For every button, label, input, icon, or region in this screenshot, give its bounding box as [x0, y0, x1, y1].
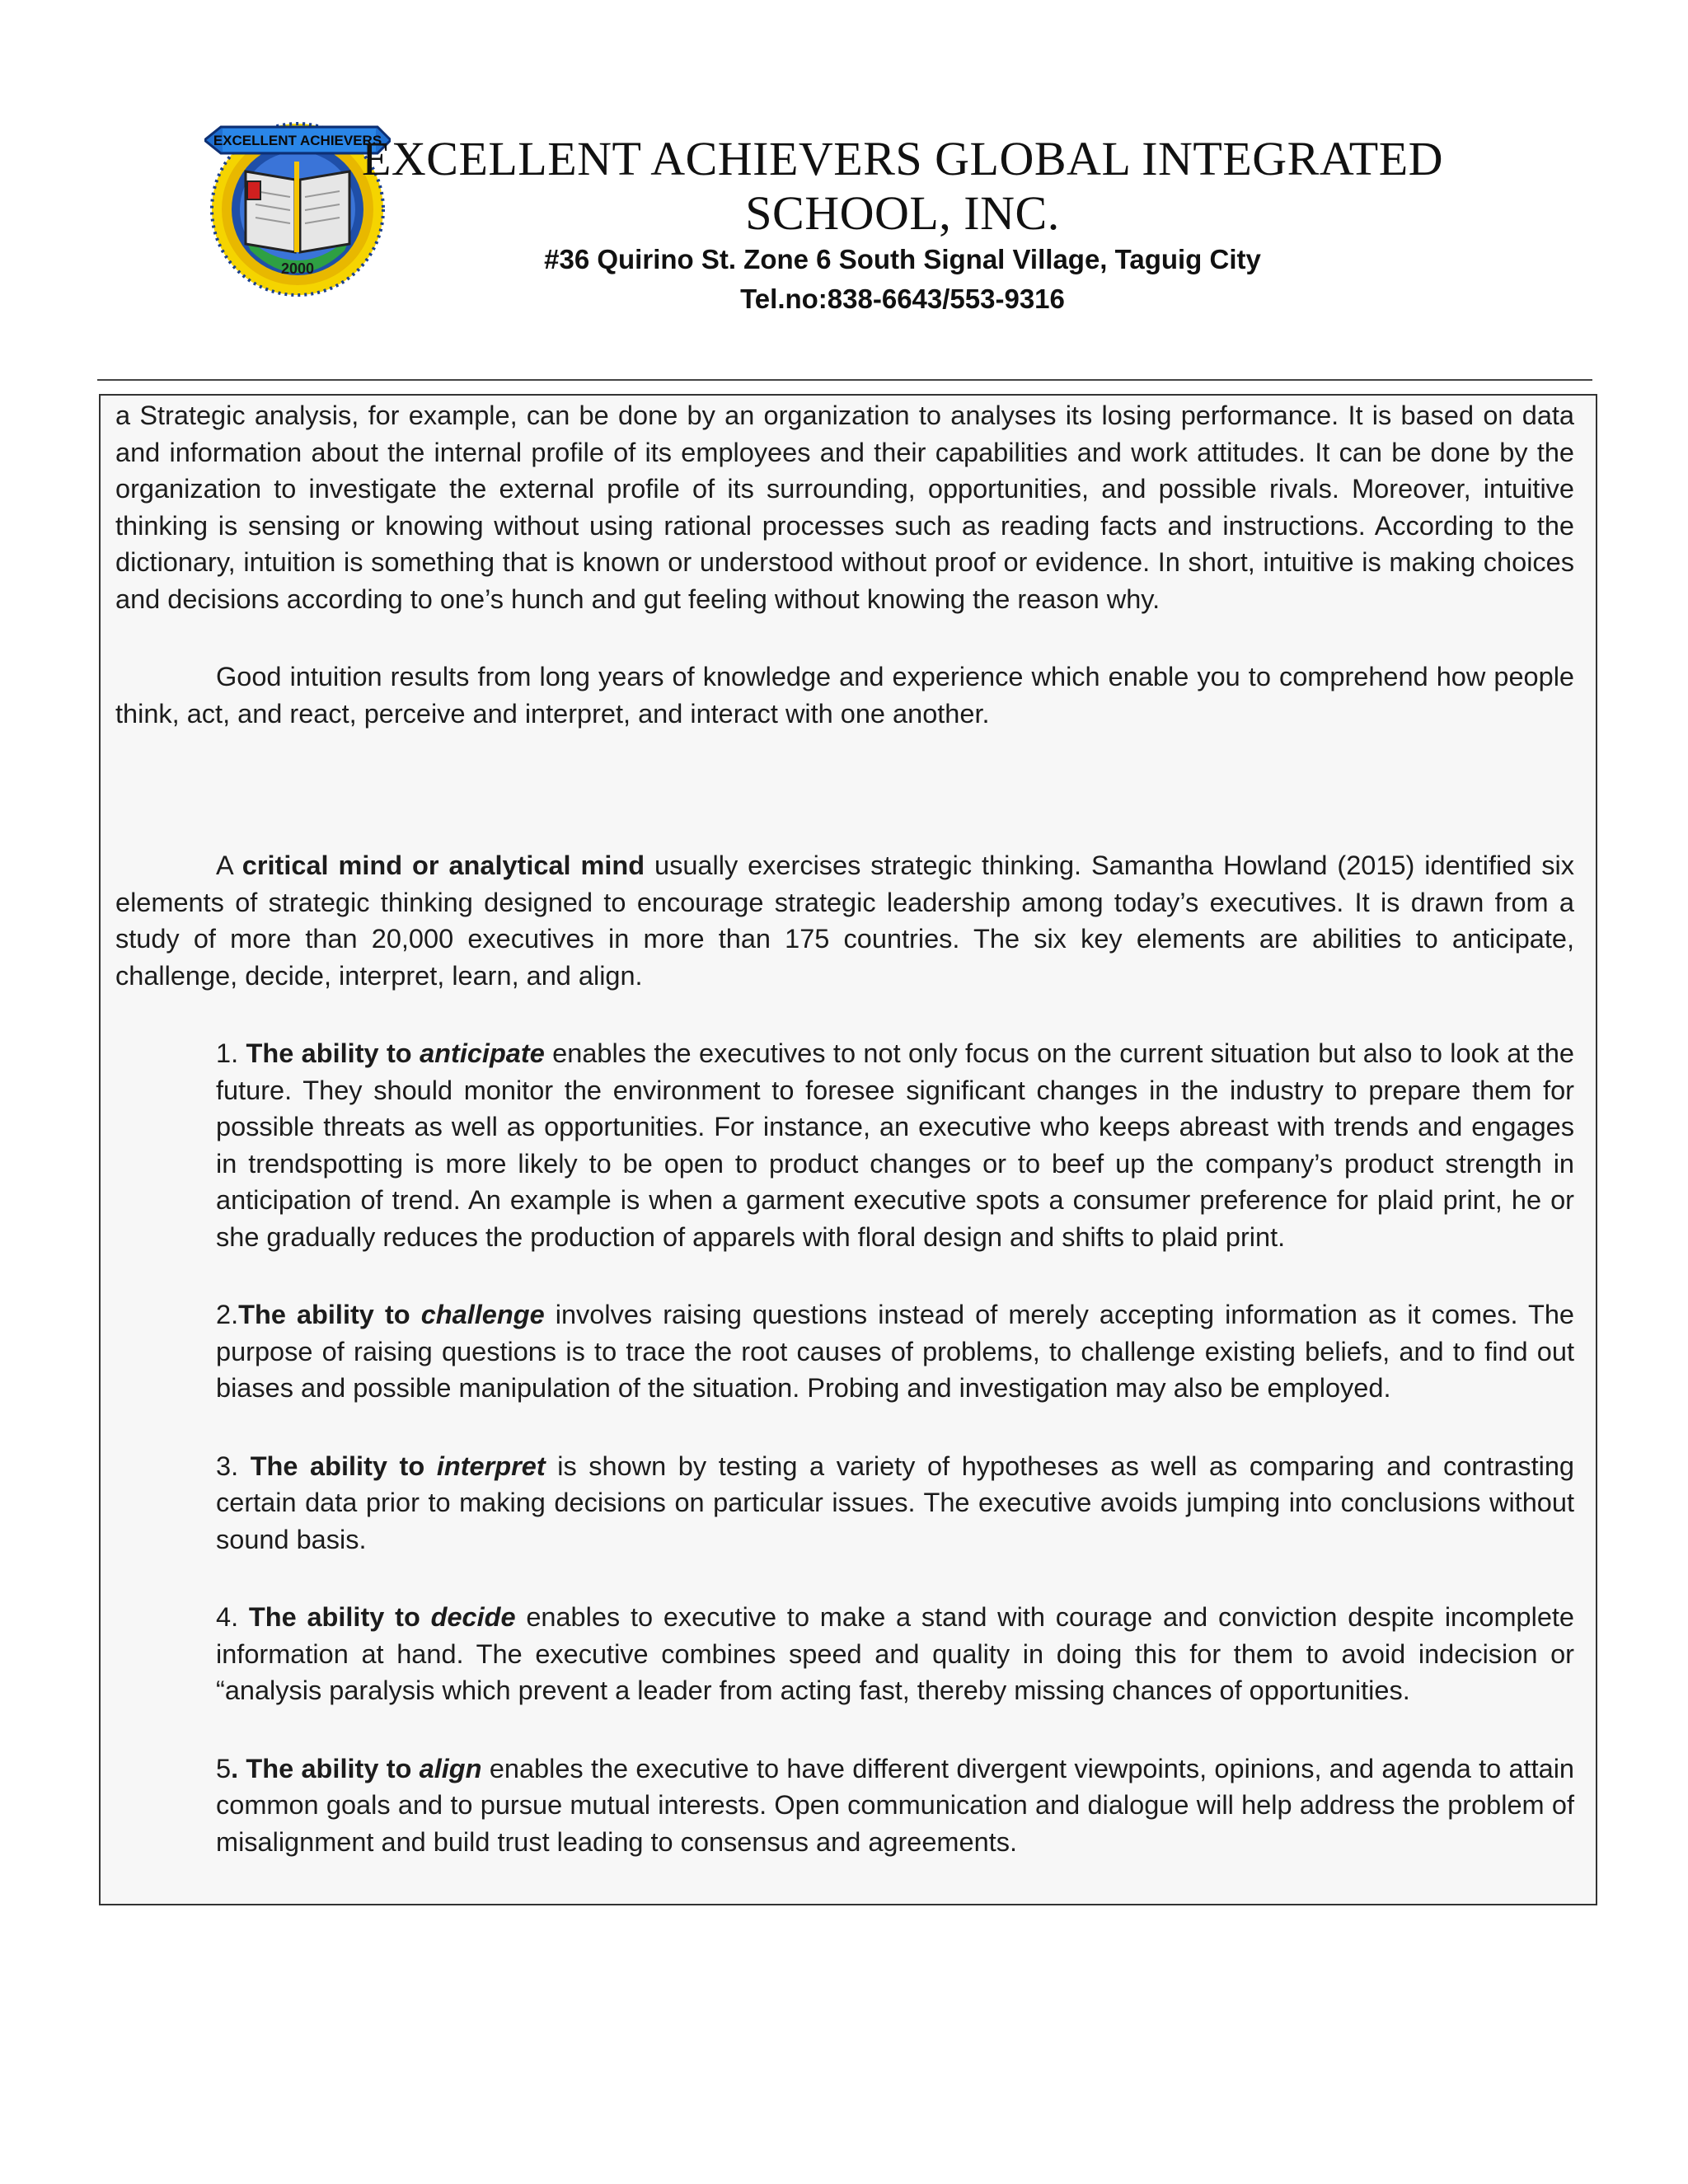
item-text: is shown by testing a variety of hypotheses as well as comparing and contrasting certain data prior to making decisions on particular issues. The executive avoids jumping into conclusions without sound basis.: [216, 1451, 1574, 1554]
logo-year: 2000: [280, 260, 315, 277]
school-name-line2: SCHOOL, INC.: [745, 186, 1060, 240]
list-item-challenge: [216, 1296, 1574, 1407]
item-heading: . The ability to: [231, 1753, 420, 1783]
p3-lead: A: [216, 851, 242, 880]
paragraph-strategic-analysis: a Strategic analysis, for example, can be done by an organization to analyses its losing performance. It is based on data and information about the internal profile of its employees and their capabilities and work attitudes. It can be done by the organization to investigate the external profile of its surrounding, opportunities, and possible rivals. Moreover, intuitive thinking is sensing or knowing without using rational processes such as reading facts and instructions. According to the dictionary, intuition is something that is known or understood without proof or evidence. In short, intuitive is making choices and decisions according to one’s hunch and gut feeling without knowing the reason why.: [115, 401, 1574, 614]
item-keyword: challenge: [420, 1300, 545, 1329]
item-text: enables the executive to have different divergent viewpoints, opinions, and agenda to attain common goals and to pursue mutual interests. Open communication and dialogue will help address the problem of misalignment and build trust leading to consensus and agreements.: [216, 1753, 1574, 1857]
item-number: 2.: [216, 1300, 239, 1329]
content-box: [99, 394, 1597, 1905]
list-item-interpret: [216, 1448, 1574, 1558]
item-number: 4.: [216, 1602, 249, 1632]
paragraph-critical-mind: [115, 847, 1574, 994]
school-address: #36 Quirino St. Zone 6 South Signal Village, Taguig City: [544, 244, 1261, 274]
item-keyword: anticipate: [420, 1038, 545, 1068]
list-item-align: [216, 1750, 1574, 1861]
item-heading: The ability to: [246, 1038, 420, 1068]
list-item-anticipate: [216, 1035, 1574, 1255]
list-item-decide: [216, 1599, 1574, 1709]
p3-bold-term: critical mind or analytical mind: [241, 851, 645, 880]
item-keyword: interpret: [436, 1451, 546, 1481]
school-name: [297, 132, 1508, 241]
item-heading: The ability to: [248, 1602, 431, 1632]
item-keyword: decide: [430, 1602, 516, 1632]
item-text: involves raising questions instead of merely accepting information as it comes. The purpose of raising questions is to trace the root causes of problems, to challenge existing beliefs, and to find out biases and possible manipulation of the situation. Probing and investigation may also be employed.: [216, 1300, 1574, 1403]
item-number: 1.: [216, 1038, 246, 1068]
logo-banner-text: EXCELLENT ACHIEVERS: [213, 133, 382, 148]
school-name-line1: EXCELLENT ACHIEVERS GLOBAL INTEGRATED: [361, 132, 1444, 185]
item-text: enables to executive to make a stand with courage and conviction despite incomplete information at hand. The executive combines speed and quality in doing this for them to avoid indecision or “analysis paralysis which prevent a leader from acting fast, thereby missing chances of opportunities.: [216, 1602, 1574, 1705]
item-heading: The ability to: [250, 1451, 437, 1481]
item-number: 3.: [216, 1451, 251, 1481]
p3-rest: usually exercises strategic thinking. Samantha Howland (2015) identified six elements of strategic thinking designed to encourage strategic leadership among today’s executives. It is drawn from a study of more than 20,000 executives in more than 175 countries. The six key elements are abilities to anticipate, challenge, decide, interpret, learn, and align.: [115, 851, 1574, 991]
item-number: 5: [216, 1753, 232, 1783]
item-heading: The ability to: [238, 1300, 421, 1329]
document-header: [0, 0, 1688, 363]
header-divider: [97, 379, 1592, 381]
item-text: enables the executives to not only focus on the current situation but also to look at the future. They should monitor the environment to foresee significant changes in the industry to prepare them for possible threats as well as opportunities. For instance, an executive who keeps abreast with trends and engages in trendspotting is more likely to be open to product changes or to beef up the company’s product strength in anticipation of trend. An example is when a garment executive spots a consumer preference for plaid print, he or she gradually reduces the production of apparels with floral design and shifts to plaid print.: [216, 1038, 1574, 1252]
item-keyword: align: [419, 1753, 482, 1783]
school-telephone: Tel.no:838-6643/553-9316: [740, 284, 1065, 314]
paragraph-good-intuition: Good intuition results from long years of knowledge and experience which enable you to comprehend how people think, act, and react, perceive and interpret, and interact with one another.: [115, 662, 1574, 729]
